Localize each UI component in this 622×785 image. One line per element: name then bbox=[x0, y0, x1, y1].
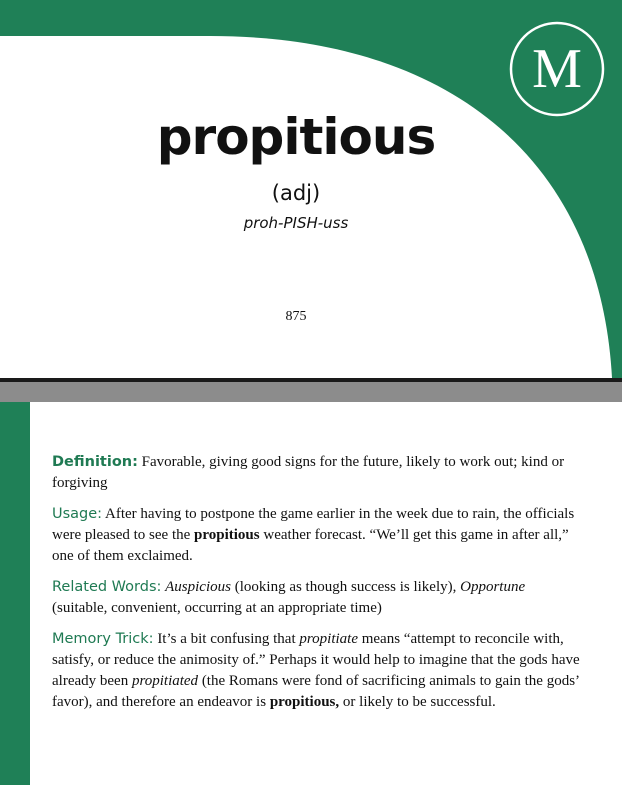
memory-text-part-1: It’s a bit confusing that bbox=[153, 631, 300, 647]
card-front bbox=[0, 0, 622, 380]
memory-trick-section bbox=[52, 629, 582, 713]
logo-letter: M bbox=[532, 38, 582, 100]
memory-text-part-2: means “attempt to reconcile with, satisfy, or reduce the animosity of.” Perhaps it would help to imagine that the gods have already been bbox=[52, 631, 580, 689]
memory-text-part-3: (the Romans were fond of sacrificing animals to gain the gods’ favor), and therefore an endeavor is bbox=[52, 673, 579, 710]
related-words-section bbox=[52, 577, 582, 619]
memory-word-2: propitiated bbox=[131, 673, 199, 689]
usage-bold-word: propitious bbox=[194, 527, 260, 543]
definition-text: Favorable, giving good signs for the future, likely to work out; kind or forgiving bbox=[52, 454, 565, 491]
card-number: 875 bbox=[285, 309, 307, 324]
memory-bold-word: propitious, bbox=[269, 694, 340, 710]
usage-label: Usage: bbox=[52, 506, 103, 522]
definition-label: Definition: bbox=[52, 454, 138, 470]
usage-text-part-2: weather forecast. “We’ll get this game in after all,” one of them exclaimed. bbox=[52, 527, 569, 564]
card-back bbox=[52, 452, 582, 723]
related-words-label: Related Words: bbox=[52, 579, 162, 595]
card-divider bbox=[0, 382, 622, 402]
memory-text-part-4: or likely to be successful. bbox=[339, 694, 496, 710]
part-of-speech: (adj) bbox=[271, 181, 321, 205]
m-logo bbox=[508, 20, 606, 118]
back-green-strip bbox=[0, 402, 30, 785]
vocab-word: propitious bbox=[156, 108, 436, 166]
related-word-1: Auspicious bbox=[165, 579, 231, 595]
related-gloss-2: (suitable, convenient, occurring at an appropriate time) bbox=[52, 600, 382, 616]
pronunciation: proh-PISH-uss bbox=[243, 214, 349, 232]
memory-trick-label: Memory Trick: bbox=[52, 631, 154, 647]
memory-word-1: propitiate bbox=[299, 631, 358, 647]
definition-section bbox=[52, 452, 582, 494]
usage-text-part-1: After having to postpone the game earlier in the week due to rain, the officials were pleased to see the bbox=[52, 506, 575, 543]
related-word-2: Opportune bbox=[460, 579, 526, 595]
related-gloss-1: (looking as though success is likely), bbox=[230, 579, 461, 595]
usage-section bbox=[52, 504, 582, 567]
